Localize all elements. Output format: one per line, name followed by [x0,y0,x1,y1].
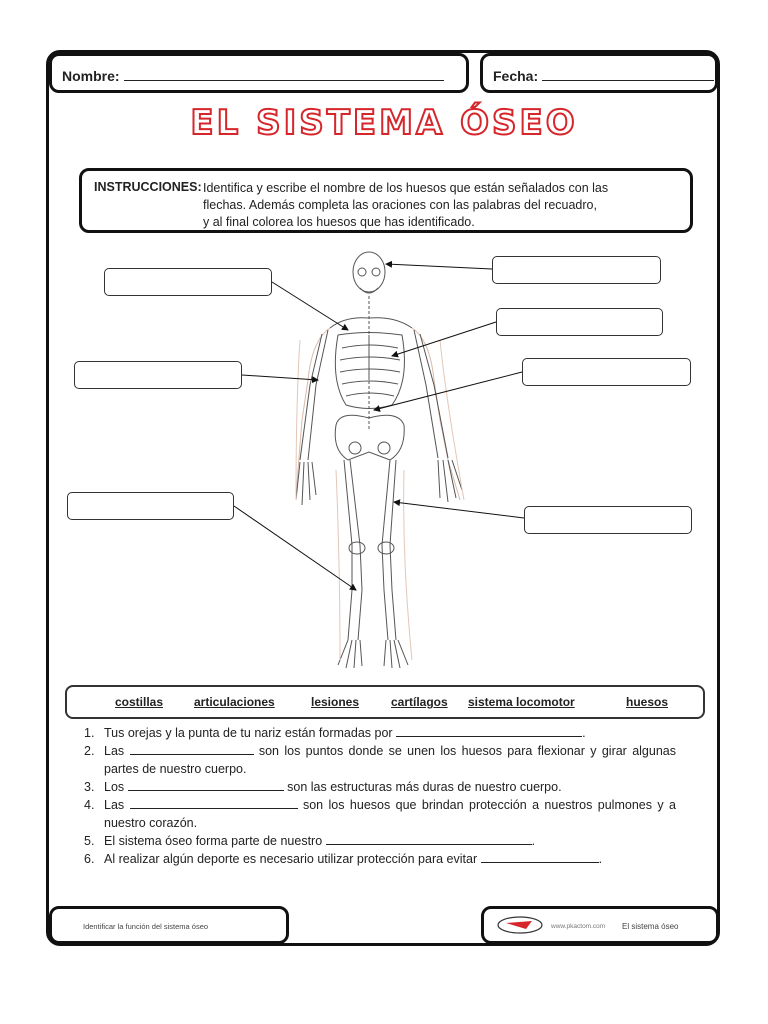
word-bank-item: sistema locomotor [468,695,575,709]
question-text: Los [104,780,128,794]
arrow-clavicle [272,282,348,330]
bone-label-box-4[interactable] [74,361,242,389]
answer-blank[interactable] [396,724,582,737]
question-number: 2. [84,744,95,758]
question-number: 3. [84,780,95,794]
question-text: son las estructuras más duras de nuestro cuerpo. [283,780,562,794]
question-number: 5. [84,834,95,848]
question-item [84,724,676,742]
bone-label-box-5[interactable] [522,358,691,386]
fecha-label: Fecha: [493,68,539,84]
skeleton-illustration [296,252,464,668]
arrow-skull [386,264,492,269]
instructions-line: Identifica y escribe el nombre de los huesos que están señalados con las [203,181,609,195]
question-text: son los puntos donde se unen los huesos para flexionar y girar algunas partes de nuestro cuerpo. [104,744,676,776]
word-bank-item: lesiones [311,695,360,709]
footer-left-text: Identificar la función del sistema óseo [83,922,209,931]
question-text: . [582,726,586,740]
bone-label-box-3[interactable] [496,308,663,336]
question-text: Las [104,798,130,812]
question-item [84,778,676,796]
bone-label-box-2[interactable] [492,256,661,284]
word-bank-item: huesos [626,695,669,709]
word-bank-item: cartílagos [391,695,448,709]
question-number: 4. [84,798,95,812]
arrow-humerus [242,375,318,380]
instructions-line: flechas. Además completa las oraciones con las palabras del recuadro, [203,198,597,212]
instructions-text [203,180,681,231]
answer-blank[interactable] [128,778,284,791]
instructions-label: INSTRUCCIONES: [94,180,202,194]
skeleton-diagram [0,240,768,680]
answer-blank[interactable] [130,796,298,809]
bone-label-box-6[interactable] [67,492,234,520]
arrow-femur [394,502,524,518]
question-text: Tus orejas y la punta de tu nariz están formadas por [104,726,397,740]
footer-right-title: El sistema óseo [622,922,679,931]
question-text: . [598,852,603,866]
bone-label-box-1[interactable] [104,268,272,296]
arrows [234,264,524,590]
answer-blank[interactable] [481,850,599,863]
page-title: EL SISTEMA ÓSEO [190,103,578,143]
word-bank-item: articulaciones [194,695,275,709]
question-text: . [531,834,536,848]
arrow-sternum [392,322,496,356]
nombre-field[interactable] [124,80,444,81]
nombre-box [49,53,469,93]
answer-blank[interactable] [326,832,532,845]
word-bank-item: costillas [115,695,164,709]
footer-left-box [49,906,289,944]
footer-site-text: www.pkactom.com [551,923,606,930]
answer-blank[interactable] [130,742,254,755]
instructions-box [79,168,693,233]
question-number: 6. [84,852,95,866]
question-item [84,796,676,832]
nombre-label: Nombre: [62,68,120,84]
question-text: Las [104,744,130,758]
word-bank [65,685,705,719]
question-text: Al realizar algún deporte es necesario utilizar protección para evitar [104,852,481,866]
instructions-line: y al final colorea los huesos que has identificado. [203,215,475,229]
question-text: El sistema óseo forma parte de nuestro [104,834,326,848]
question-number: 1. [84,726,95,740]
question-item [84,832,676,850]
questions-list [84,724,676,868]
fecha-box [480,53,718,93]
fecha-field[interactable] [542,80,714,81]
logo-icon [496,915,544,935]
question-item [84,742,676,778]
question-text: son los huesos que brindan protección a nuestros pulmones y a nuestro corazón. [104,798,676,830]
bone-label-box-7[interactable] [524,506,692,534]
footer-right-box [481,906,719,944]
question-item [84,850,676,868]
